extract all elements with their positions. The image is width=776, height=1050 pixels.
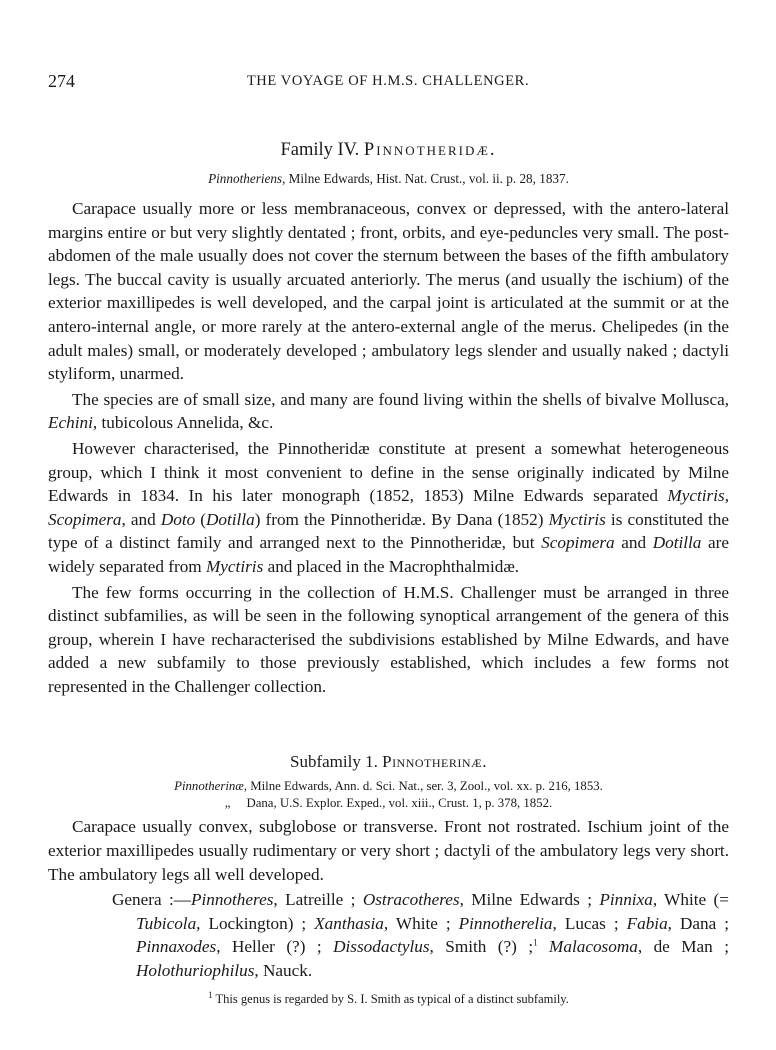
- genera-list: [112, 888, 729, 982]
- subfamily-citation-2: [246, 796, 552, 810]
- italic-term: Holothuriophilus: [136, 961, 255, 981]
- italic-term: Scopimera: [48, 509, 122, 529]
- text-run: is constituted the type of a distinct family and arranged next to the Pinnotheridæ, but: [48, 509, 729, 553]
- text-run: Carapace usually convex, subglobose or transverse. Front not rostrated. Ischium joint of the exterior maxillipedes usually rudimentary or very short ; dactyli of the ambulatory legs very short. The ambulatory legs all well developed.: [48, 817, 729, 884]
- italic-term: Dotilla: [206, 509, 255, 529]
- text-run: , White (=: [652, 890, 729, 910]
- text-run: ,: [724, 486, 729, 506]
- text-run: The few forms occurring in the collection of H.M.S. Challenger must be arranged in three distinct subfamilies, as will be seen in the following synoptical arrangement of the genera of this group, wherein I have recharacterised the subdivisions established by Milne Edwards, and have added a new subfamily to those previously established, which includes a few forms not represented in the Challenger collection.: [48, 582, 729, 696]
- family-heading-prefix: Family IV.: [280, 140, 364, 160]
- text-run: and: [614, 533, 653, 553]
- italic-term: Myctiris: [548, 509, 606, 529]
- italic-term: Pinnotheres: [190, 890, 274, 910]
- text-run: The species are of small size, and many are found living within the shells of bivalve Mollusca,: [72, 389, 729, 409]
- text-run: , White ;: [383, 913, 459, 933]
- text-run: are widely separated from: [48, 533, 729, 576]
- family-heading-name: Pinnotheridæ.: [363, 140, 497, 160]
- text-run: , tubicolous Annelida, &c.: [92, 413, 274, 433]
- text-run: Carapace usually more or less membranaceous, convex or depressed, with the antero-lateral margins entire or but very slightly dentated ; front, orbits, and eye-peduncles very small. The post-abdomen of the male usually does not cover the sternum between the bases of the fifth ambulatory legs. The buccal cavity is usually arcuated anteriorly. The merus (and usually the ischium) of the exterior maxillipedes is well developed, and the carpal joint is articulated at the summit or at the antero-internal angle, or more rarely at the antero-external angle of the merus. Chelipedes (in the adult males) small, or moderately developed ; ambulatory legs slender and usually naked ; dactyli styliform, unarmed.: [48, 199, 729, 384]
- subfamily-heading-prefix: Subfamily 1.: [290, 752, 383, 772]
- text-run: , de Man ;: [637, 937, 729, 957]
- italic-term: Fabia: [626, 913, 668, 933]
- text-run: , Heller (?) ;: [216, 937, 334, 957]
- family-citation: [48, 171, 729, 187]
- family-heading: [48, 138, 729, 162]
- text-run: , Lockington) ;: [196, 913, 315, 933]
- italic-term: Scopimera: [541, 533, 615, 553]
- italic-term: Tubicola: [136, 913, 197, 933]
- page-number: 274: [48, 71, 75, 91]
- page-body: [48, 138, 729, 1007]
- subfamily-heading-name: Pinnotherinæ.: [382, 752, 487, 772]
- italic-term: Dissodactylus: [333, 937, 430, 957]
- subfamily-heading: [48, 750, 729, 774]
- text-run: Genera :—: [112, 890, 191, 910]
- ditto-mark: „: [224, 796, 231, 811]
- italic-term: Pinnotherinæ: [174, 779, 244, 794]
- italic-term: Dotilla: [652, 533, 702, 553]
- italic-term: Malacosoma: [549, 937, 638, 957]
- paragraph-classification: [48, 437, 729, 579]
- text-run: and placed in the Macrophthalmidæ.: [263, 556, 520, 576]
- italic-term: Pinnixa: [599, 890, 653, 910]
- italic-term: Echini: [48, 413, 93, 433]
- text-run: , Milne Edwards ;: [459, 890, 600, 910]
- text-run: , Latreille ;: [273, 890, 363, 910]
- text-run: [538, 937, 549, 956]
- footnote-marker: 1: [208, 989, 213, 1000]
- text-run: , Nauck.: [254, 961, 313, 981]
- italic-term: Pinnaxodes: [136, 937, 217, 957]
- footnote: [48, 991, 729, 1007]
- italic-term: Myctiris: [205, 556, 264, 576]
- paragraph-subfamily-characters: [48, 815, 729, 886]
- paragraph-family-characters: [48, 197, 729, 386]
- running-title: THE VOYAGE OF H.M.S. CHALLENGER.: [246, 73, 530, 89]
- text-run: (: [195, 509, 206, 529]
- text-run: However characterised, the Pinnotheridæ constitute at present a somewhat heterogeneous group, which I think it most convenient to define in the sense originally indicated by Milne Edwards in 1834. In his later monograph (1852, 1853) Milne Edwards separated: [48, 438, 729, 506]
- text-run: , Lucas ;: [552, 913, 627, 933]
- italic-term: Ostracotheres: [362, 890, 460, 910]
- text-run: Dana, U.S. Explor. Exped., vol. xiii., Crust. 1, p. 378, 1852.: [246, 796, 553, 811]
- text-run: , Milne Edwards, Hist. Nat. Crust., vol. ii. p. 28, 1837.: [282, 171, 569, 186]
- italic-term: Myctiris: [667, 486, 725, 506]
- paragraph-habitat: [48, 388, 729, 435]
- italic-term: Doto: [160, 509, 196, 529]
- subfamily-citation-2-line: [48, 795, 729, 811]
- text-run: , Milne Edwards, Ann. d. Sci. Nat., ser. 3, Zool., vol. xx. p. 216, 1853.: [243, 779, 603, 794]
- paragraph-subfamilies: [48, 581, 729, 699]
- footnote-reference: 1: [533, 937, 538, 948]
- italic-term: Xanthasia: [314, 913, 384, 933]
- subfamily-citation-1: [48, 778, 729, 794]
- text-run: , and: [121, 509, 161, 529]
- text-run: , Dana ;: [667, 913, 729, 933]
- footnote-text: This genus is regarded by S. I. Smith as typical of a distinct subfamily.: [215, 991, 569, 1006]
- italic-term: Pinnotheriens: [208, 171, 283, 186]
- text-run: , Smith (?) ;: [429, 937, 534, 957]
- text-run: ) from the Pinnotheridæ. By Dana (1852): [254, 509, 549, 529]
- italic-term: Pinnotherelia: [458, 913, 553, 933]
